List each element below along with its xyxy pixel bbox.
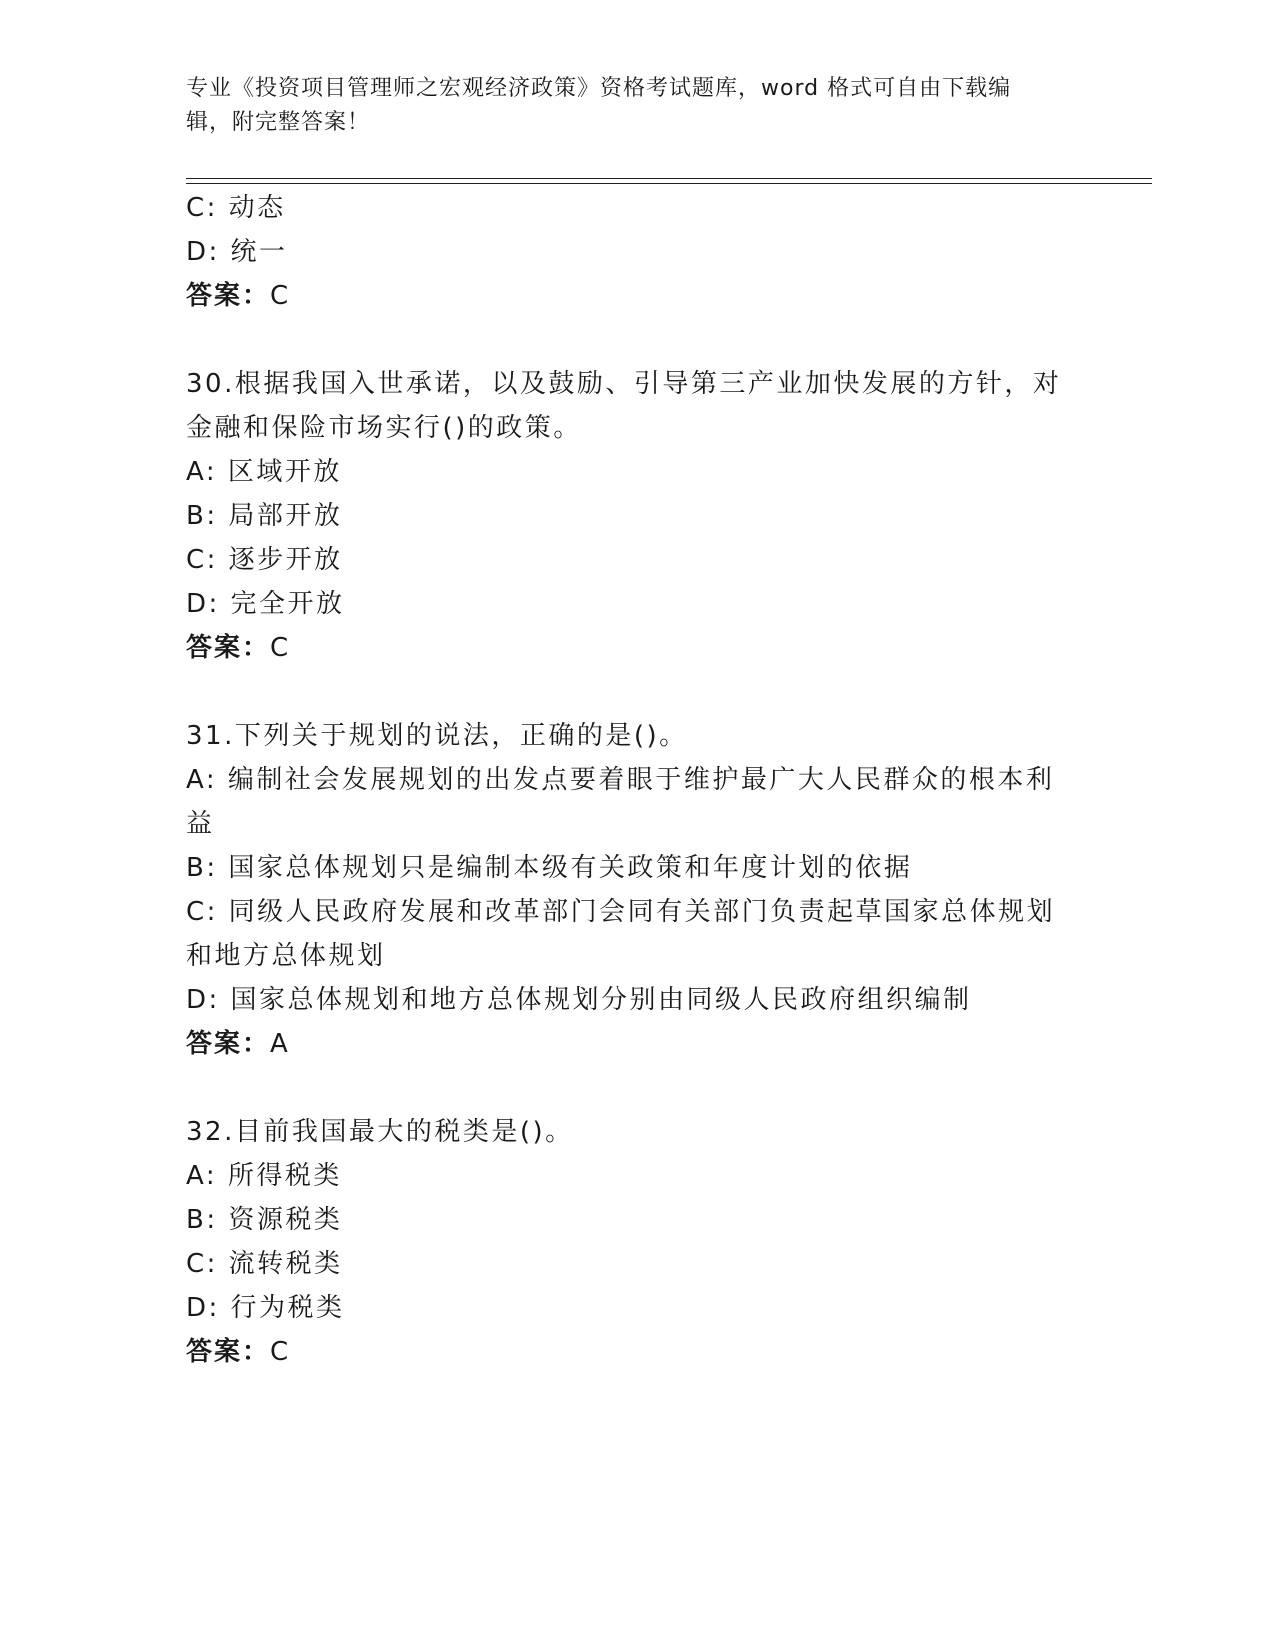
answer-value: C bbox=[270, 1337, 290, 1367]
header-divider-bottom bbox=[186, 183, 1152, 184]
q30-option-d: D: 完全开放 bbox=[186, 589, 345, 619]
q32-answer bbox=[186, 1334, 289, 1370]
answer-label: 答案： bbox=[186, 281, 271, 311]
q30-option-c: C: 逐步开放 bbox=[186, 545, 343, 575]
q30-stem-line-2: 金融和保险市场实行()的政策。 bbox=[186, 413, 582, 443]
document-header bbox=[186, 72, 1066, 140]
q31-option-d: D: 国家总体规划和地方总体规划分别由同级人民政府组织编制 bbox=[186, 985, 972, 1015]
answer-value: A bbox=[270, 1029, 289, 1059]
answer-label: 答案： bbox=[186, 1337, 271, 1367]
q30-option-b: B: 局部开放 bbox=[186, 501, 343, 531]
q31-option-c-line-1: C: 同级人民政府发展和改革部门会同有关部门负责起草国家总体规划 bbox=[186, 897, 1056, 927]
header-line-2: 辑，附完整答案！ bbox=[186, 110, 371, 135]
q30-stem-line-1: 30.根据我国入世承诺，以及鼓励、引导第三产业加快发展的方针，对 bbox=[186, 369, 1062, 399]
q32-option-d: D: 行为税类 bbox=[186, 1293, 345, 1323]
q29-option-c: C: 动态 bbox=[186, 193, 286, 223]
q32-option-c: C: 流转税类 bbox=[186, 1249, 343, 1279]
q32-option-a: A: 所得税类 bbox=[186, 1161, 342, 1191]
header-divider-top bbox=[186, 178, 1152, 179]
q32-stem: 32.目前我国最大的税类是()。 bbox=[186, 1117, 574, 1147]
answer-value: C bbox=[270, 281, 290, 311]
q29-option-d: D: 统一 bbox=[186, 237, 288, 267]
q31-stem: 31.下列关于规划的说法，正确的是()。 bbox=[186, 721, 688, 751]
header-line-1: 专业《投资项目管理师之宏观经济政策》资格考试题库，word 格式可自由下载编 bbox=[186, 76, 1012, 101]
answer-label: 答案： bbox=[186, 633, 271, 663]
q30-answer bbox=[186, 630, 289, 666]
q30-option-a: A: 区域开放 bbox=[186, 457, 342, 487]
q31-answer bbox=[186, 1026, 289, 1062]
answer-label: 答案： bbox=[186, 1029, 271, 1059]
answer-value: C bbox=[270, 633, 290, 663]
q31-option-b: B: 国家总体规划只是编制本级有关政策和年度计划的依据 bbox=[186, 853, 913, 883]
q29-answer bbox=[186, 278, 289, 314]
q32-option-b: B: 资源税类 bbox=[186, 1205, 343, 1235]
q31-option-a-line-2: 益 bbox=[186, 809, 215, 839]
q31-option-a-line-1: A: 编制社会发展规划的出发点要着眼于维护最广大人民群众的根本利 bbox=[186, 765, 1055, 795]
q31-option-c-line-2: 和地方总体规划 bbox=[186, 941, 386, 971]
